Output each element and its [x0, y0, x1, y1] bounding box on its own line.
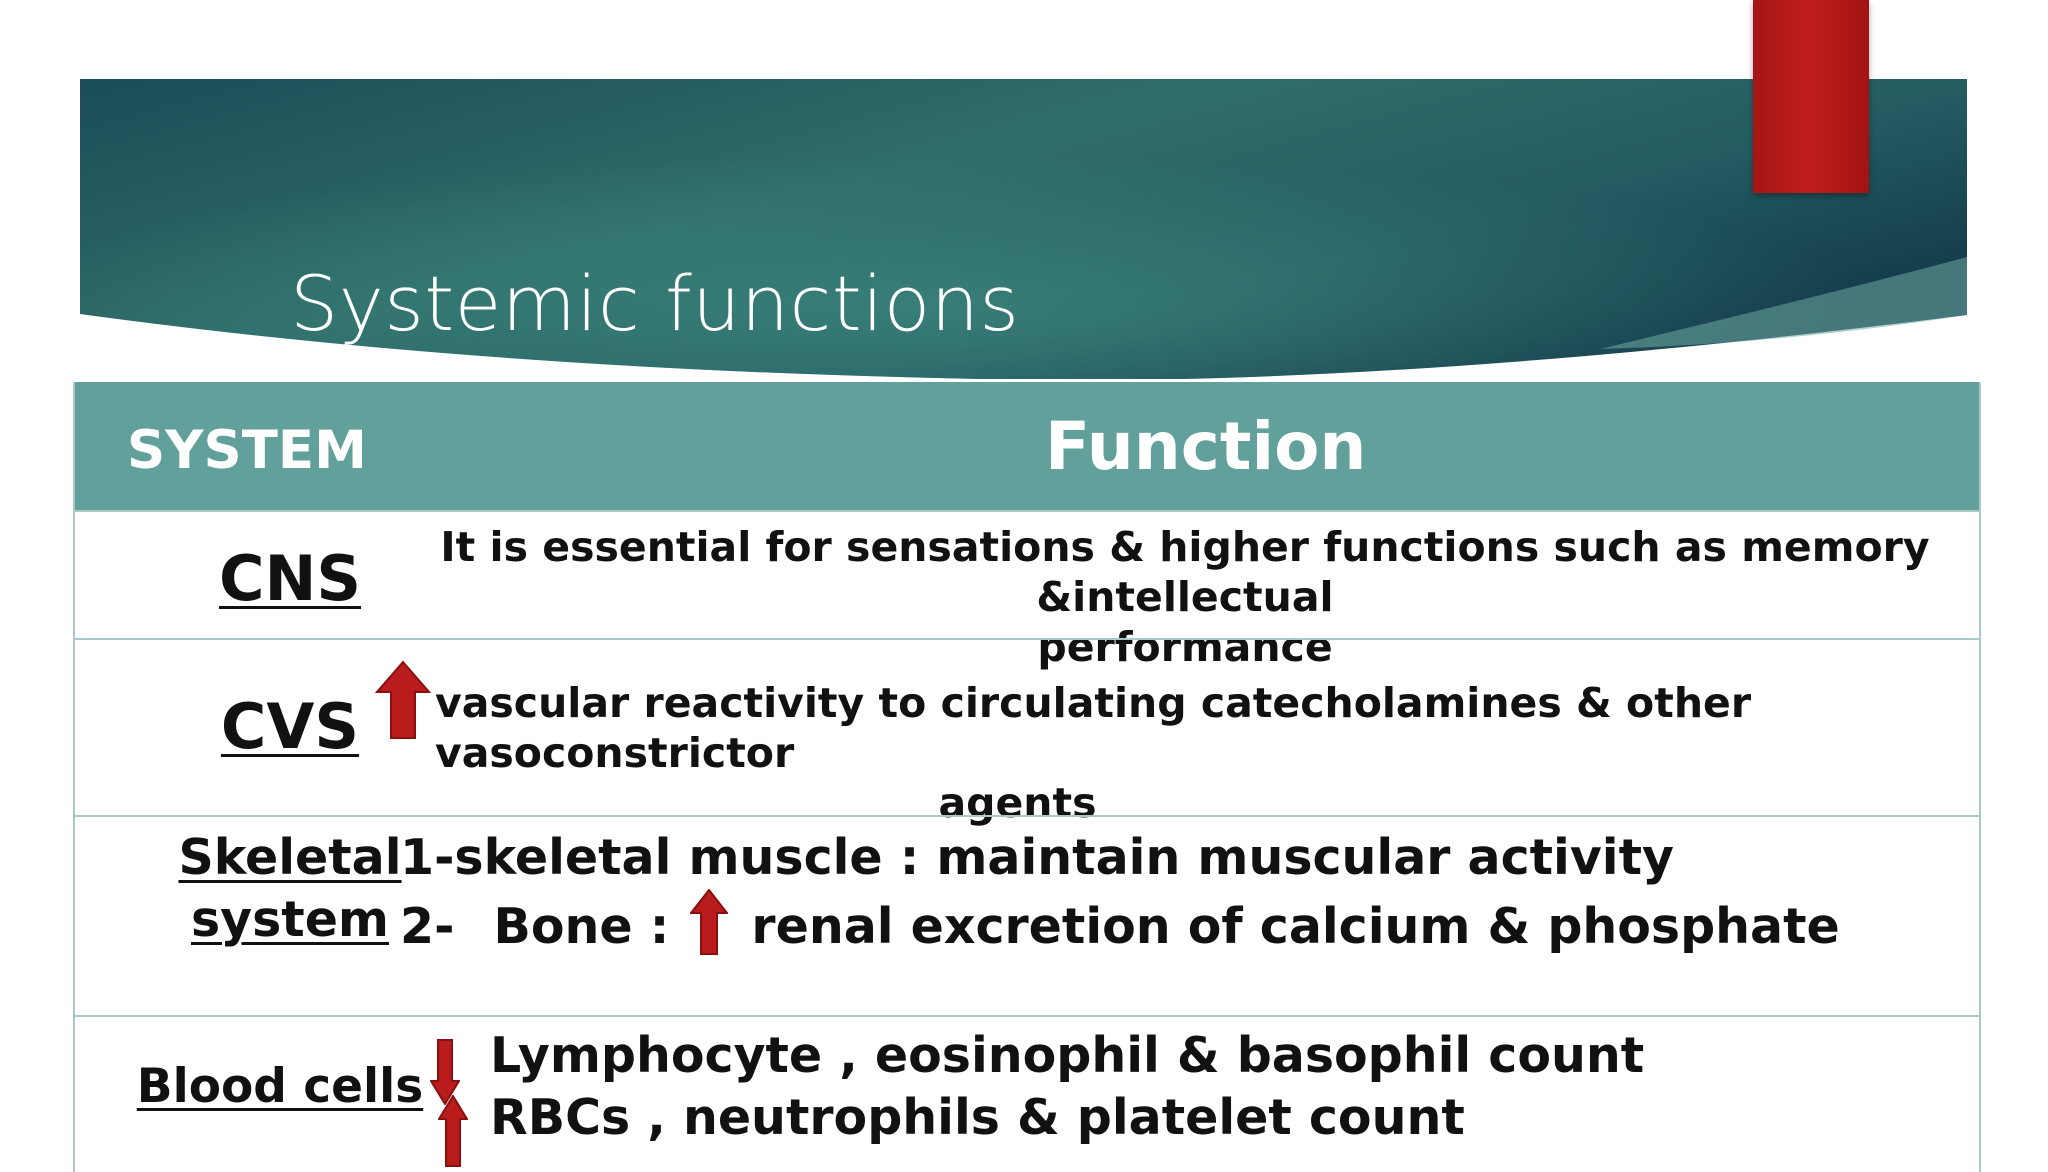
function-line — [400, 889, 1960, 958]
red-ribbon-tab — [1753, 0, 1869, 193]
function-number: 2- — [400, 898, 455, 955]
function-line: It is essential for sensations & higher functions such as memory &intellectual — [440, 523, 1930, 621]
function-line: vascular reactivity to circulating catecholamines & other vasoconstrictor — [435, 679, 1752, 777]
function-line: 1-skeletal muscle : maintain muscular activity — [400, 829, 1674, 886]
table-row-cvs — [75, 638, 1979, 827]
function-blood-cells — [490, 1025, 1940, 1149]
function-cvs — [435, 678, 1955, 828]
function-line: performance — [1037, 623, 1333, 671]
title-banner — [80, 79, 1967, 379]
table-row-cns — [75, 510, 1979, 671]
slide-title: Systemic functions — [290, 259, 1020, 348]
header-function: Function — [1045, 408, 1367, 485]
function-skeletal — [400, 827, 1960, 958]
system-line: Skeletal — [178, 829, 402, 886]
system-line: system — [191, 891, 389, 948]
system-cvs: CVS — [220, 690, 360, 763]
table-row-blood-cells — [75, 1015, 1979, 1172]
function-line: agents — [938, 779, 1097, 827]
table-header — [75, 382, 1979, 510]
system-cns: CNS — [218, 542, 362, 615]
function-line: Lymphocyte , eosinophil & basophil count — [490, 1027, 1645, 1084]
systemic-functions-table — [73, 382, 1981, 1172]
function-bone-label: Bone : — [493, 898, 670, 955]
up-arrow-icon — [690, 889, 728, 955]
function-text: renal excretion of calcium & phosphate — [751, 898, 1840, 955]
function-line: RBCs , neutrophils & platelet count — [490, 1089, 1465, 1146]
header-system: SYSTEM — [127, 420, 367, 481]
system-blood-cells: Blood cells — [136, 1059, 424, 1114]
up-arrow-icon — [438, 1095, 468, 1167]
up-arrow-icon — [375, 660, 431, 740]
table-row-skeletal — [75, 815, 1979, 1015]
